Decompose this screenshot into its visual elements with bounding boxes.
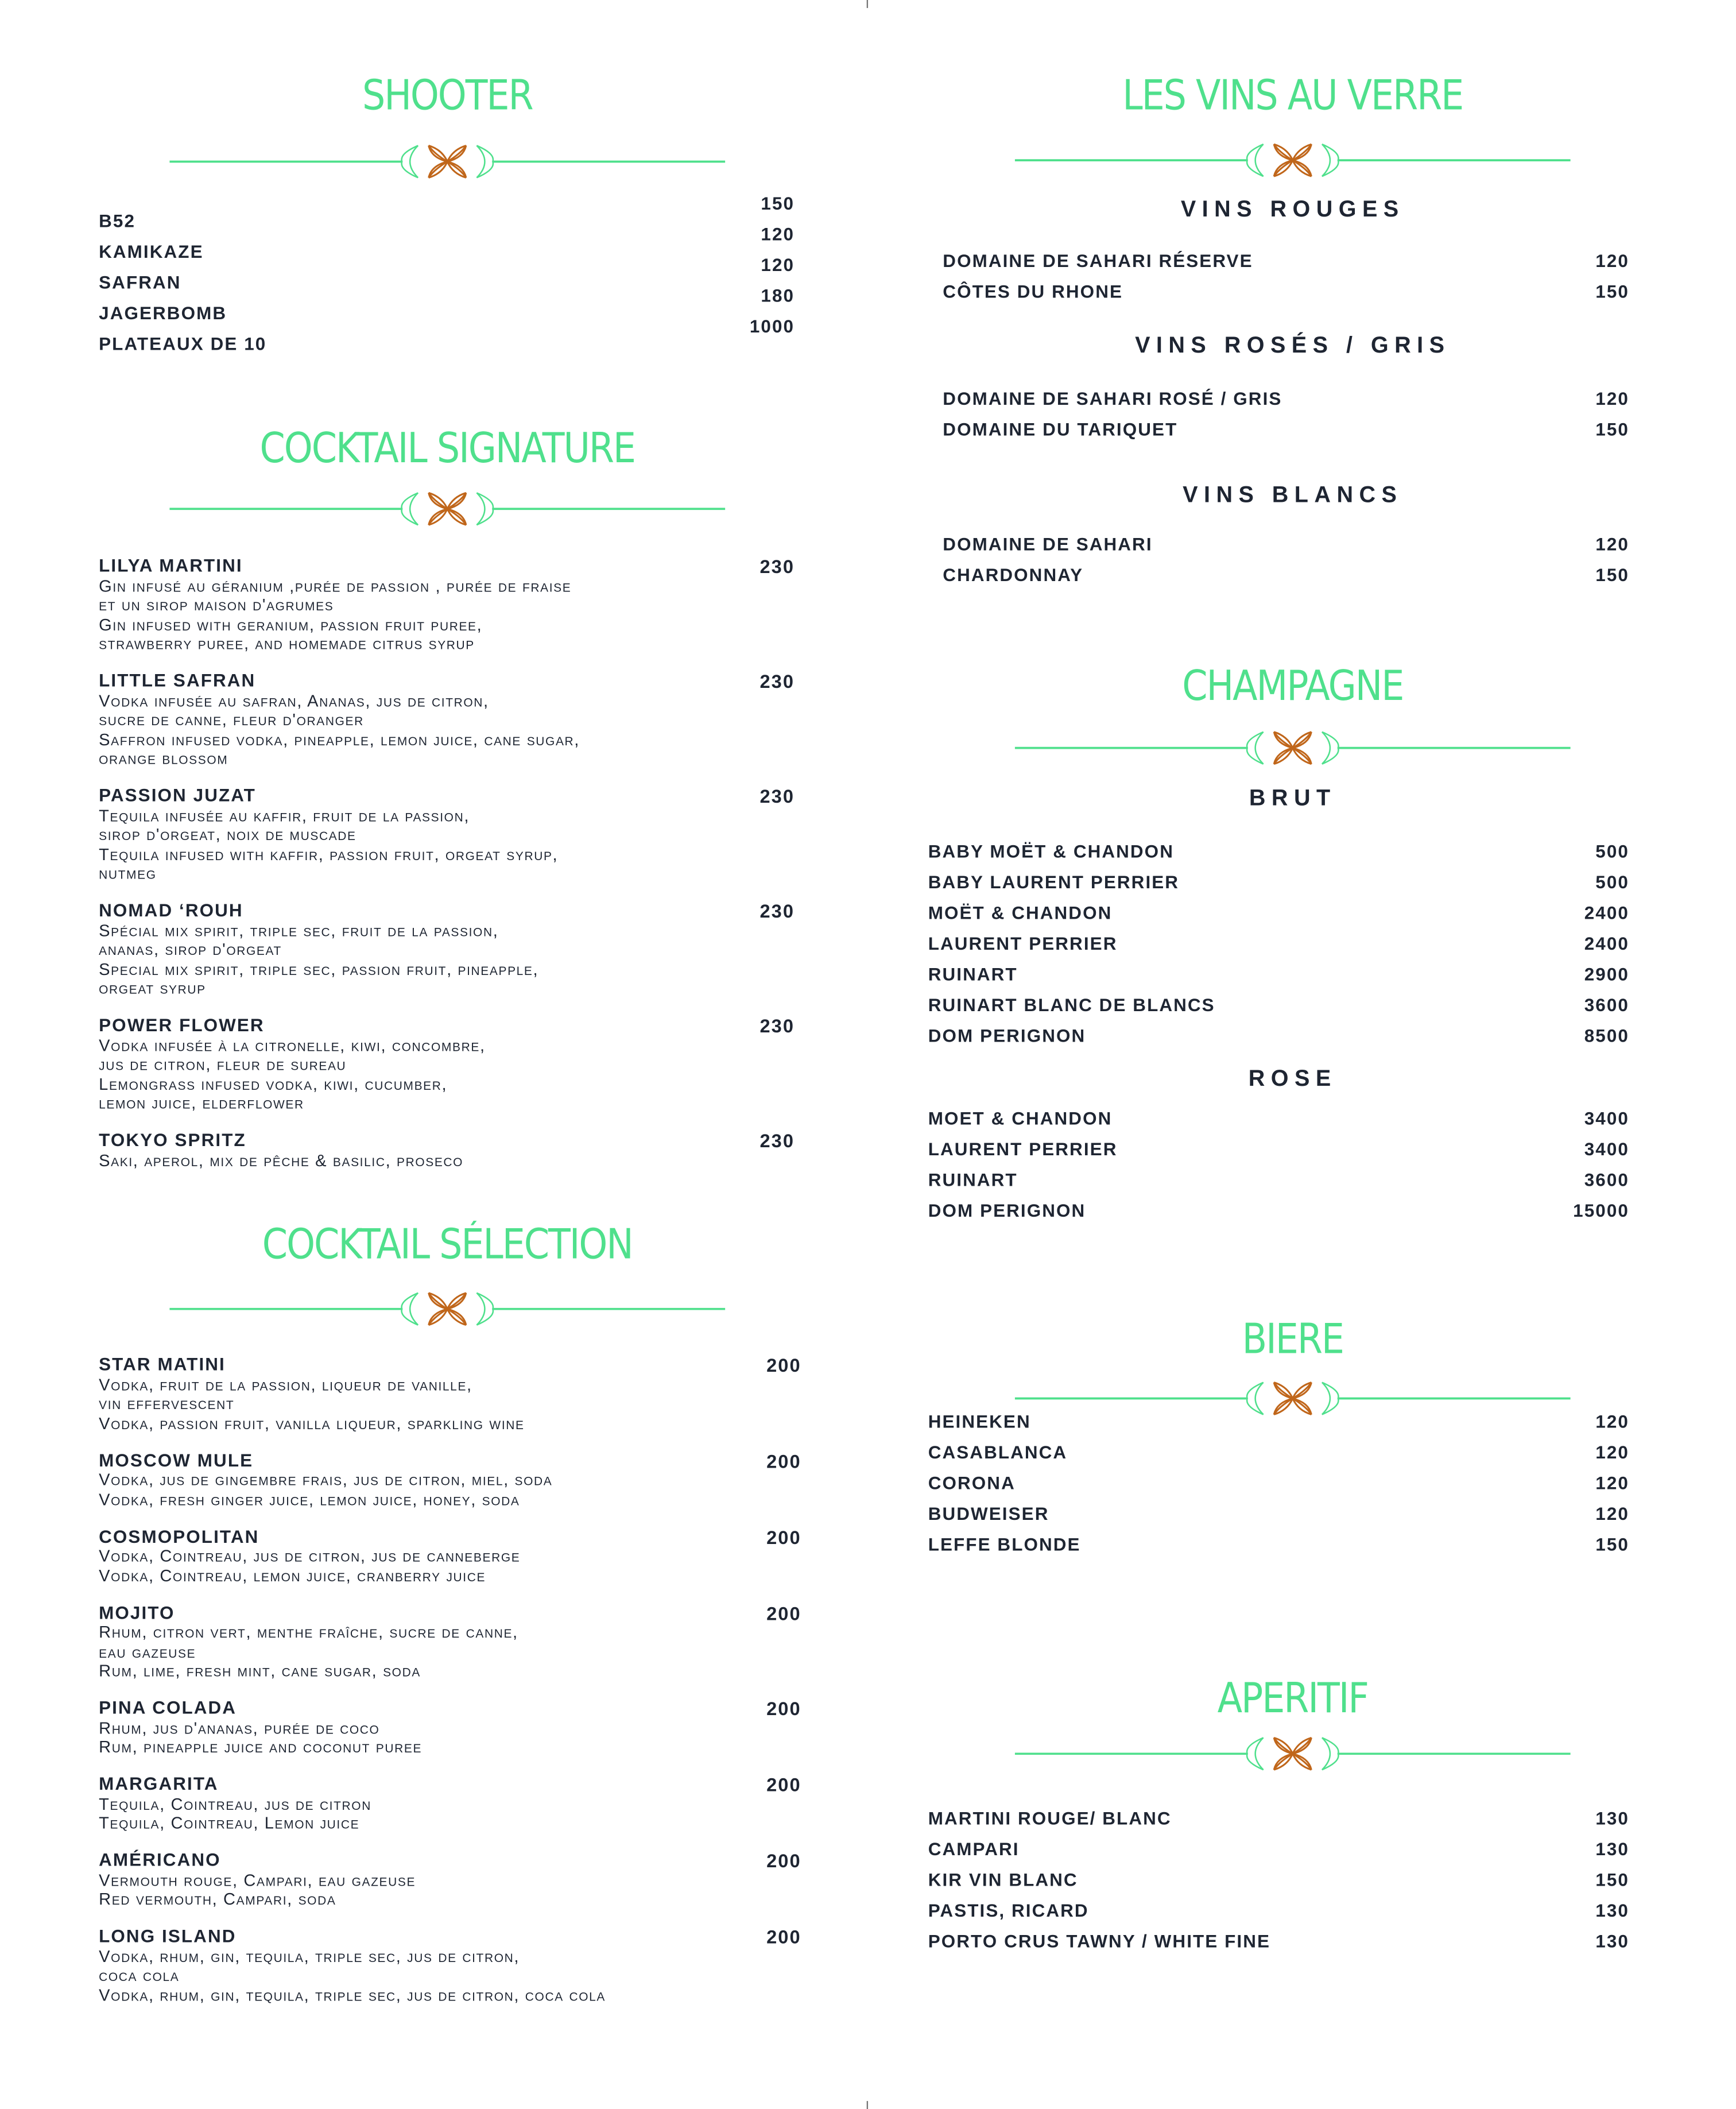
cocktail-price: 200 [766, 1602, 801, 1624]
menu-item [99, 255, 795, 298]
section-title-shooter: SHOOTER [362, 72, 533, 121]
menu-item [928, 990, 1629, 1021]
cocktail-description-line: Rum, pineapple juice and coconut puree [99, 1737, 423, 1756]
cocktail-name: LONG ISLAND [99, 1926, 237, 1947]
cocktail-description-line: Spécial mix spirit, triple sec, fruit de la passion, [99, 920, 499, 940]
menu-item-name: RUINART [928, 1170, 1018, 1190]
subtitle-vins-blancs: VINS BLANCS [1183, 482, 1403, 508]
menu-item-price: 120 [1595, 251, 1629, 272]
cocktail-price: 200 [766, 1774, 801, 1795]
subtitle-brut: BRUT [1249, 785, 1336, 811]
menu-item-price: 150 [1595, 1870, 1629, 1890]
cocktail-price: 230 [760, 670, 795, 692]
menu-item-name: MOËT & CHANDON [928, 903, 1113, 923]
menu-item-name: DOMAINE DE SAHARI ROSÉ / GRIS [943, 388, 1282, 409]
cocktail-item [99, 1016, 795, 1113]
cocktail-description-line: Vodka, fruit de la passion, liqueur de vanille, [99, 1375, 472, 1394]
menu-item [943, 384, 1629, 415]
menu-item-price: 120 [1595, 1473, 1629, 1493]
cocktail-price: 200 [766, 1450, 801, 1472]
menu-item-name: KAMIKAZE [99, 242, 204, 262]
section-title-vins: LES VINS AU VERRE [1122, 72, 1463, 121]
menu-item-name: BABY LAURENT PERRIER [928, 872, 1180, 892]
menu-item-price: 130 [1595, 1931, 1629, 1952]
menu-item [928, 1499, 1629, 1530]
cocktail-price: 200 [766, 1849, 801, 1872]
cocktail-price: 230 [760, 785, 795, 807]
cocktail-description-line: eau gazeuse [99, 1642, 196, 1661]
menu-item [928, 1406, 1629, 1437]
menu-item-price: 3600 [1584, 995, 1629, 1015]
menu-item [928, 1134, 1629, 1165]
cocktail-name: POWER FLOWER [99, 1015, 265, 1035]
menu-item-name: PASTIS, RICARD [928, 1901, 1089, 1921]
cocktail-price: 230 [760, 1015, 795, 1037]
ornament-divider [1012, 1733, 1573, 1774]
cocktail-item [99, 1356, 801, 1433]
cocktail-price: 200 [766, 1354, 801, 1376]
cocktail-item [99, 1775, 801, 1833]
menu-item-price: 120 [1595, 1411, 1629, 1432]
cocktail-price: 230 [760, 900, 795, 922]
menu-item-name: MOET & CHANDON [928, 1108, 1113, 1129]
menu-item-name: B52 [99, 211, 136, 231]
menu-item [99, 285, 795, 329]
cocktail-name: MARGARITA [99, 1774, 219, 1794]
menu-item-name: MARTINI ROUGE/ BLANC [928, 1808, 1172, 1829]
cocktail-price: 200 [766, 1926, 801, 1948]
menu-item [928, 1195, 1629, 1226]
menu-item [928, 959, 1629, 990]
cocktail-description-line: Vodka, fresh ginger juice, lemon juice, honey, soda [99, 1489, 520, 1509]
menu-item-name: DOMAINE DU TARIQUET [943, 419, 1178, 440]
menu-item-name: KIR VIN BLANC [928, 1870, 1078, 1890]
cocktail-name: AMÉRICANO [99, 1849, 221, 1870]
cocktail-name: COSMOPOLITAN [99, 1526, 259, 1546]
fold-mark-bottom [867, 2101, 868, 2109]
menu-item [928, 867, 1629, 898]
menu-item [943, 246, 1629, 277]
menu-item [99, 224, 795, 268]
cocktail-description-line: Rum, lime, fresh mint, cane sugar, soda [99, 1661, 421, 1681]
cocktail-description-line: Vodka, passion fruit, vanilla liqueur, sparkling wine [99, 1414, 525, 1433]
menu-item [928, 1529, 1629, 1560]
cocktail-name: MOJITO [99, 1602, 175, 1623]
menu-item-price: 150 [1595, 1534, 1629, 1555]
cocktail-name: NOMAD ‘ROUH [99, 900, 243, 920]
cocktail-description-line: jus de citron, fleur de sureau [99, 1055, 347, 1074]
cocktail-description-line: Lemongrass infused vodka, kiwi, cucumber, [99, 1074, 448, 1093]
cocktail-item [99, 1131, 795, 1170]
cocktail-description-line: Red vermouth, Campari, soda [99, 1890, 336, 1909]
cocktail-name: TOKYO SPRITZ [99, 1129, 246, 1150]
menu-item [928, 1164, 1629, 1195]
cocktail-description-line: sucre de canne, fleur d'oranger [99, 710, 364, 730]
cocktail-item [99, 672, 795, 769]
fold-mark-top [867, 0, 868, 8]
menu-item-price: 130 [1595, 1901, 1629, 1921]
cocktail-description-line: Tequila infusée au kaffir, fruit de la passion, [99, 806, 470, 825]
cocktail-description-line: Saki, aperol, mix de pêche & basilic, proseco [99, 1151, 464, 1170]
cocktail-description-line: Vodka, rhum, gin, tequila, triple sec, jus de citron, [99, 1947, 520, 1966]
ornament-divider [1012, 728, 1573, 768]
subtitle-vins-roses: VINS ROSÉS / GRIS [1135, 332, 1451, 358]
menu-item [928, 1834, 1629, 1865]
cocktail-description-line: coca cola [99, 1966, 180, 1985]
menu-item-price: 2900 [1584, 964, 1629, 985]
menu-item [928, 897, 1629, 928]
menu-item [928, 1468, 1629, 1499]
menu-item-price: 120 [1595, 1442, 1629, 1463]
menu-item-price: 120 [761, 224, 795, 245]
cocktail-description-line: Special mix spirit, triple sec, passion fruit, pineapple, [99, 959, 539, 978]
subtitle-rose: ROSE [1248, 1066, 1337, 1092]
menu-item [928, 836, 1629, 867]
menu-item-price: 120 [1595, 1504, 1629, 1524]
menu-item-name: RUINART BLANC DE BLANCS [928, 995, 1215, 1015]
cocktail-description-line: vin effervescent [99, 1394, 235, 1414]
menu-item-name: BABY MOËT & CHANDON [928, 841, 1174, 862]
menu-item-price: 120 [1595, 388, 1629, 409]
menu-item-name: LAURENT PERRIER [928, 934, 1118, 954]
menu-item-price: 2400 [1584, 903, 1629, 923]
menu-item-name: RUINART [928, 964, 1018, 985]
champagne-rose-list [928, 1103, 1629, 1226]
menu-item-name: SAFRAN [99, 272, 181, 293]
menu-item-price: 500 [1595, 872, 1629, 892]
menu-item-price: 15000 [1573, 1201, 1629, 1221]
menu-item [928, 1803, 1629, 1834]
cocktail-description-line: Rhum, jus d'ananas, purée de coco [99, 1718, 380, 1737]
ornament-divider [167, 1289, 728, 1329]
menu-item-price: 150 [1595, 419, 1629, 440]
menu-item-price: 3600 [1584, 1170, 1629, 1190]
menu-item-name: HEINEKEN [928, 1411, 1031, 1432]
cocktail-description-line: Gin infused with geranium, passion fruit puree, [99, 615, 483, 634]
menu-item-price: 500 [1595, 841, 1629, 862]
menu-item-name: PORTO CRUS TAWNY / WHITE FINE [928, 1931, 1271, 1952]
menu-item-name: LEFFE BLONDE [928, 1534, 1081, 1555]
champagne-brut-list [928, 836, 1629, 1051]
menu-item-name: JAGERBOMB [99, 303, 227, 323]
cocktail-item [99, 901, 795, 999]
menu-item-name: DOMAINE DE SAHARI RÉSERVE [943, 251, 1253, 272]
menu-item-price: 130 [1595, 1839, 1629, 1860]
ornament-divider [1012, 140, 1573, 180]
cocktail-price: 200 [766, 1697, 801, 1719]
menu-item-price: 180 [761, 285, 795, 306]
cocktail-description-line: Vodka, Cointreau, lemon juice, cranberry juice [99, 1566, 486, 1585]
menu-item-name: DOMAINE DE SAHARI [943, 534, 1153, 555]
cocktail-description-line: Vodka, jus de gingembre frais, jus de citron, miel, soda [99, 1471, 553, 1489]
cocktail-item [99, 1928, 801, 2005]
menu-item-price: 120 [1595, 534, 1629, 555]
section-title-champagne: CHAMPAGNE [1182, 662, 1404, 711]
cocktail-price: 200 [766, 1526, 801, 1547]
menu-item-price: 1000 [749, 316, 795, 337]
cocktail-description-line: Vodka infusée au safran, Ananas, jus de citron, [99, 691, 489, 710]
vins-rouges-list [943, 246, 1629, 307]
cocktail-item [99, 1527, 801, 1585]
cocktail-signature-list [99, 557, 795, 1188]
aperitif-list [928, 1803, 1629, 1957]
cocktail-name: PASSION JUZAT [99, 785, 256, 806]
cocktail-description-line: strawberry puree, and homemade citrus syrup [99, 634, 475, 653]
menu-item [943, 560, 1629, 591]
menu-item [928, 1926, 1629, 1957]
cocktail-description-line: Tequila, Cointreau, jus de citron [99, 1794, 371, 1813]
cocktail-name: LITTLE SAFRAN [99, 670, 256, 691]
cocktail-description-line: nutmeg [99, 864, 157, 883]
menu-item-name: DOM PERIGNON [928, 1201, 1086, 1221]
menu-item-price: 150 [1595, 564, 1629, 585]
cocktail-item [99, 1699, 801, 1757]
menu-item-name: CAMPARI [928, 1839, 1020, 1860]
cocktail-item [99, 1604, 801, 1681]
vins-roses-list [943, 384, 1629, 445]
section-title-biere: BIERE [1242, 1315, 1343, 1364]
cocktail-description-line: sirop d'orgeat, noix de muscade [99, 825, 356, 845]
cocktail-description-line: et un sirop maison d'agrumes [99, 595, 334, 615]
cocktail-name: LILYA MARTINI [99, 555, 243, 576]
cocktail-name: STAR MATINI [99, 1354, 226, 1375]
cocktail-selection-list [99, 1356, 801, 2023]
menu-item-price: 150 [761, 194, 795, 214]
ornament-divider [167, 489, 728, 529]
menu-item [943, 529, 1629, 560]
cocktail-item [99, 787, 795, 884]
cocktail-description-line: Tequila, Cointreau, Lemon juice [99, 1813, 360, 1833]
cocktail-description-line: Saffron infused vodka, pineapple, lemon juice, cane sugar, [99, 730, 580, 749]
menu-item-name: CHARDONNAY [943, 564, 1084, 585]
menu-item-name: LAURENT PERRIER [928, 1139, 1118, 1160]
menu-item [928, 928, 1629, 959]
vins-blancs-list [943, 529, 1629, 590]
menu-item [943, 414, 1629, 445]
subtitle-vins-rouges: VINS ROUGES [1180, 196, 1405, 222]
section-title-cocktail-selection: COCKTAIL SÉLECTION [262, 1221, 633, 1269]
menu-item-name: DOM PERIGNON [928, 1026, 1086, 1046]
cocktail-description-line: Vodka, rhum, gin, tequila, triple sec, jus de citron, coca cola [99, 1985, 606, 2004]
menu-item-name: CÔTES DU RHONE [943, 281, 1123, 302]
menu-item-price: 2400 [1584, 934, 1629, 954]
menu-item [928, 1437, 1629, 1468]
cocktail-description-line: Vodka infusée à la citronelle, kiwi, concombre, [99, 1035, 486, 1055]
cocktail-name: MOSCOW MULE [99, 1450, 254, 1470]
cocktail-description-line: lemon juice, elderflower [99, 1094, 304, 1113]
section-title-cocktail-signature: COCKTAIL SIGNATURE [259, 424, 635, 473]
menu-item [928, 1103, 1629, 1134]
cocktail-price: 230 [760, 1129, 795, 1152]
ornament-divider [167, 142, 728, 182]
cocktail-description-line: ananas, sirop d'orgeat [99, 940, 282, 959]
cocktail-description-line: Vodka, Cointreau, jus de citron, jus de canneberge [99, 1546, 521, 1566]
cocktail-description-line: Gin infusé au géranium ,purée de passion , purée de fraise [99, 576, 572, 595]
section-title-aperitif: APERITIF [1217, 1675, 1368, 1723]
cocktail-description-line: Rhum, citron vert, menthe fraîche, sucre de canne, [99, 1623, 518, 1642]
menu-item [99, 316, 795, 359]
menu-item [928, 1020, 1629, 1051]
cocktail-price: 230 [760, 555, 795, 577]
menu-item-price: 8500 [1584, 1026, 1629, 1046]
cocktail-name: PINA COLADA [99, 1697, 237, 1718]
cocktail-item [99, 1451, 801, 1509]
cocktail-item [99, 1851, 801, 1909]
menu-item-price: 120 [761, 255, 795, 276]
menu-item-price: 3400 [1584, 1139, 1629, 1160]
menu-item [99, 194, 795, 237]
menu-item-name: CORONA [928, 1473, 1016, 1493]
cocktail-item [99, 557, 795, 654]
biere-list [928, 1406, 1629, 1560]
shooter-list [99, 194, 795, 359]
menu-item [943, 277, 1629, 308]
menu-item-price: 130 [1595, 1808, 1629, 1829]
menu-item-name: PLATEAUX DE 10 [99, 334, 267, 354]
cocktail-description-line: orange blossom [99, 749, 228, 768]
menu-item-name: BUDWEISER [928, 1504, 1049, 1524]
menu-item [928, 1864, 1629, 1895]
menu-item-price: 3400 [1584, 1108, 1629, 1129]
cocktail-description-line: Vermouth rouge, Campari, eau gazeuse [99, 1870, 416, 1890]
menu-item-name: CASABLANCA [928, 1442, 1068, 1463]
cocktail-description-line: Tequila infused with kaffir, passion fruit, orgeat syrup, [99, 845, 559, 864]
menu-item [928, 1895, 1629, 1926]
cocktail-description-line: orgeat syrup [99, 979, 206, 998]
menu-item-price: 150 [1595, 281, 1629, 302]
